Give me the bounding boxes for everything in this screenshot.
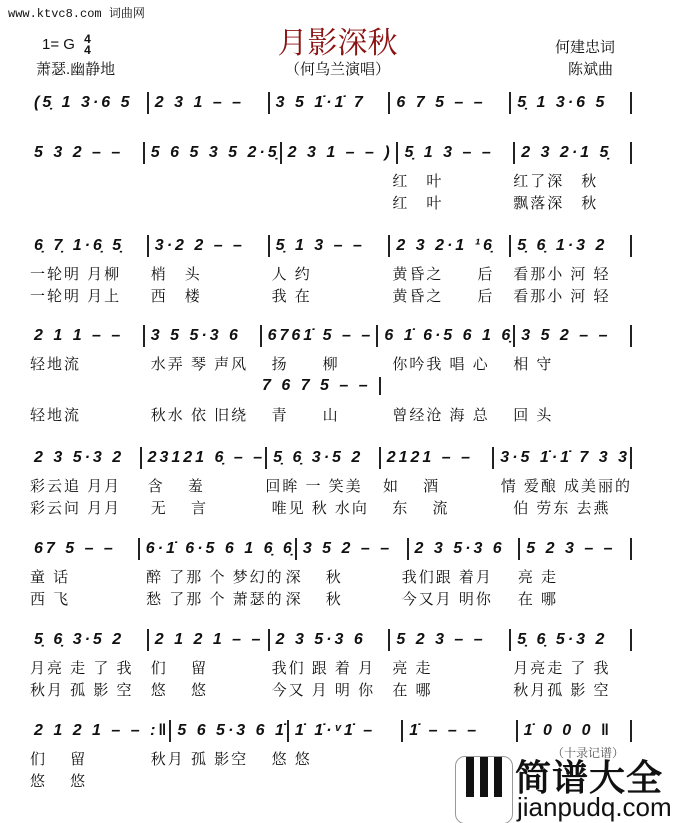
measure: 5 6 5 3 5 2·5̣ [145, 142, 282, 164]
measure: 5 2 3 – – [390, 629, 511, 651]
lyric-segment: 红了深 秋 [513, 173, 599, 190]
lyric-segment: 相 守 [513, 356, 554, 373]
composer: 陈斌曲 [568, 61, 614, 78]
lyric-segment [270, 770, 391, 791]
lyric-segment: 在 哪 [392, 682, 433, 699]
tempo-marking: 萧瑟.幽静地 [36, 61, 116, 78]
lyric-segment: 水弄 琴 声风 [150, 356, 249, 373]
lyric-segment: 扬 柳 [271, 356, 340, 373]
site-watermark: www.ktvc8.com 词曲网 [8, 7, 145, 21]
lyric-segment: 西 楼 [150, 288, 202, 305]
lyric-line-1 [28, 170, 632, 191]
lyric-line-2 [28, 588, 632, 609]
lyric-line-2 [28, 285, 632, 306]
singer: （何乌兰演唱） [284, 61, 390, 78]
lyric-segment: 看那小 河 轻 [513, 288, 611, 305]
lyric-segment: 你吟我 唱 心 [392, 356, 490, 373]
key-label: 1= G [42, 35, 75, 53]
measure: 1̇ 1̇·ᵛ1̇ – [289, 720, 403, 742]
measure: 2 3 2·1 5̣ [515, 142, 632, 164]
lyric-segment: 黄昏之 后 [392, 266, 495, 283]
measure: 3·5 1̇·1̇ 7 3 3 [494, 447, 632, 469]
lyric-segment [149, 170, 270, 191]
measure: 2 3 5·3 6 [270, 629, 391, 651]
lyric-segment: 伯 劳东 去燕 [513, 500, 611, 517]
measure: 3·2 2 – – [149, 235, 270, 257]
measure: 2 3 1 – – ) [282, 142, 399, 164]
measure: 5̣ 1 3 – – [270, 235, 391, 257]
lyric-line-2 [28, 404, 632, 425]
lyric-segment: 愁 了那 个 萧瑟的 [146, 591, 284, 608]
notation-row [28, 538, 632, 560]
notation-row [28, 720, 632, 742]
lyric-line-1 [28, 263, 632, 284]
measure: 2 3 5·3 2 [28, 447, 142, 469]
measure: 3 5 2 – – [297, 538, 409, 560]
measure: 5 3 2 – – [28, 142, 145, 164]
measure: 2 1 1 – – [28, 325, 145, 347]
measure: 6·1̇ 6·5 6 1 6̣ 6̣ [140, 538, 297, 560]
lyric-line-1 [28, 566, 632, 587]
lyric-line-1 [28, 657, 632, 678]
time-bottom: 4 [84, 43, 91, 57]
lyric-segment: 人 约 [271, 266, 312, 283]
lyric-segment: 飘落深 秋 [513, 195, 599, 212]
lyric-segment: 彩云问 月月 [30, 500, 122, 517]
measure: 1̇ 0 0 0 ‖ [518, 720, 632, 742]
measure: 5̣ 6̣ 3·5 2 [267, 447, 381, 469]
notation-row [28, 447, 632, 469]
lyric-segment: 轻地流 [30, 356, 82, 373]
measure: 2 1 2 1 – – :‖ [28, 720, 171, 742]
lyric-segment: 童 话 [30, 569, 71, 586]
measure: 3 5 1̇·1̇ 7 [270, 92, 391, 114]
notation-row [28, 235, 632, 257]
lyric-segment [270, 192, 391, 213]
lyric-segment: 轻地流 [30, 407, 82, 424]
lyric-segment: 悠 悠 [271, 751, 312, 768]
lyric-segment: 无 言 [150, 500, 208, 517]
lyric-segment: 今又月 明你 [401, 591, 493, 608]
notation-row [28, 325, 632, 347]
lyric-segment: 回 头 [513, 407, 554, 424]
lyric-segment: 秋水 依 旧绕 [150, 407, 249, 424]
lyric-segment [28, 170, 149, 191]
lyric-segment: 我 在 [271, 288, 312, 305]
measure: 23121 6̣ – – [142, 447, 268, 469]
lyric-segment: 醉 了那 个 梦幻的 [146, 569, 284, 586]
measure: 2 1 2 1 – – [149, 629, 270, 651]
measure: 5̣ 6̣ 1·3 2 [511, 235, 632, 257]
lyric-segment: 看那小 河 轻 [513, 266, 611, 283]
measure: 2121 – – [381, 447, 495, 469]
measure: 6 7 5 – – [390, 92, 511, 114]
measure: 67 5 – – [28, 538, 140, 560]
lyric-segment [270, 170, 391, 191]
lyric-segment: 秋月 孤 影空 [150, 751, 249, 768]
notation-row [28, 92, 632, 114]
measure: 6761̇ 5 – – [262, 325, 379, 347]
lyric-segment: 月亮走 了 我 [513, 660, 611, 677]
lyric-segment: 曾经沧 海 总 [392, 407, 490, 424]
lyric-line-2 [28, 497, 632, 518]
measure: 6̣ 7̣ 1·6̣ 5̣ [28, 235, 149, 257]
lyric-line-1 [28, 353, 632, 374]
lyric-segment: 深 秋 [285, 569, 343, 586]
time-top: 4 [84, 32, 91, 46]
measure: 3 5 2 – – [515, 325, 632, 347]
lyric-segment: 我们跟 着月 [401, 569, 493, 586]
lyric-segment: 东 流 [392, 500, 450, 517]
measure: 1̇ – – – [403, 720, 517, 742]
lyric-segment: 梢 头 [150, 266, 202, 283]
page-title: 月影深秋 [277, 27, 398, 60]
measure: 5̣ 1 3·6 5 [511, 92, 632, 114]
lyric-segment: 在 哪 [517, 591, 559, 608]
lyric-segment: 含 羞 [147, 478, 205, 495]
lyric-segment: 我们 跟 着 月 [271, 660, 376, 677]
lyric-segment: 悠 悠 [30, 773, 88, 790]
lyric-line-2 [28, 192, 632, 213]
measure: 6 1̇ 6·5 6 1 6̣ [378, 325, 515, 347]
lyric-segment: 彩云追 月月 [30, 478, 122, 495]
lyric-segment: 一轮明 月柳 [30, 266, 122, 283]
lyric-segment: 黄昏之 后 [392, 288, 495, 305]
lyric-segment: 们 留 [150, 660, 208, 677]
measure: 2 3 1 – – [149, 92, 270, 114]
lyric-segment [28, 192, 149, 213]
measure: 2 3 2·1 ¹6̣ [390, 235, 511, 257]
lyric-segment: 亮 走 [517, 569, 559, 586]
notation-row [28, 629, 632, 651]
lyric-segment: 红 叶 [392, 173, 444, 190]
lyric-segment: 秋月 孤 影 空 [30, 682, 134, 699]
lyric-segment: 红 叶 [392, 195, 444, 212]
measure: 2 3 5·3 6 [409, 538, 521, 560]
lyric-segment: 如 酒 [383, 478, 441, 495]
lyric-segment: 西 飞 [30, 591, 71, 608]
lyric-segment: 亮 走 [392, 660, 433, 677]
lyric-segment: 唯见 秋 水向 [271, 500, 369, 517]
measure: 5 2 3 – – [520, 538, 632, 560]
lyric-segment: 月亮 走 了 我 [30, 660, 134, 677]
measure: 5̣ 1 3 – – [398, 142, 515, 164]
lyricist: 何建忠词 [555, 39, 616, 56]
measure: 5̣ 6̣ 3·5 2 [28, 629, 149, 651]
lyric-segment: 悠 悠 [150, 682, 208, 699]
measure: (5̣ 1 3·6 5 [28, 92, 149, 114]
lyric-segment: 青 山 [271, 407, 340, 424]
lyric-segment: 一轮明 月上 [30, 288, 122, 305]
lyric-segment [149, 770, 270, 791]
measure: 3 5 5·3 6 [145, 325, 262, 347]
lyric-segment: 深 秋 [285, 591, 343, 608]
transcriber-note: （十录记谱） [552, 746, 625, 760]
lyric-segment: 回眸 一 笑美 [265, 478, 363, 495]
measure: 5̣ 6̣ 5·3 2 [511, 629, 632, 651]
lyric-line-1 [28, 475, 632, 496]
lyric-segment [149, 192, 270, 213]
logo-text: 简谱大全 [515, 757, 664, 798]
notation-row [28, 142, 632, 164]
site-logo [455, 748, 675, 823]
lyric-segment: 情 爱酿 成美丽的 [500, 478, 633, 495]
lyric-segment: 们 留 [30, 751, 88, 768]
piano-icon [455, 756, 513, 823]
lyric-segment: 秋月孤 影 空 [513, 682, 611, 699]
logo-url: jianpudq.com [517, 792, 672, 822]
measure: 5 6 5·3 6 1̇ [171, 720, 289, 742]
alternate-notation: 7 6 7 5 – – [262, 377, 381, 395]
lyric-line-2 [28, 679, 632, 700]
lyric-segment: 今又 月 明 你 [271, 682, 376, 699]
